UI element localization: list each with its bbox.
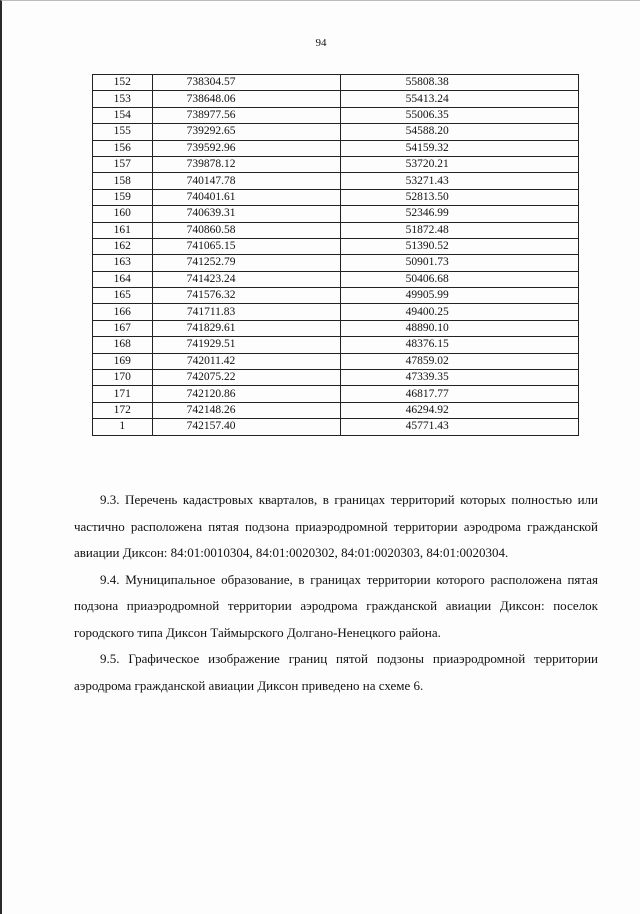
point-number-cell: 152 [93, 75, 153, 91]
x-coordinate-cell: 742075.22 [152, 370, 340, 386]
x-coordinate-cell: 739292.65 [152, 124, 340, 140]
point-number-cell: 156 [93, 140, 153, 156]
coordinates-table-body [93, 75, 579, 436]
table-row [93, 271, 579, 287]
x-coordinate-cell: 742120.86 [152, 386, 340, 402]
point-number-cell: 160 [93, 206, 153, 222]
y-coordinate-cell: 54588.20 [340, 124, 578, 140]
table-row [93, 288, 579, 304]
y-coordinate-cell: 50406.68 [340, 271, 578, 287]
point-number-cell: 158 [93, 173, 153, 189]
x-coordinate-cell: 741576.32 [152, 288, 340, 304]
point-number-cell: 165 [93, 288, 153, 304]
y-coordinate-cell: 53271.43 [340, 173, 578, 189]
table-row [93, 238, 579, 254]
x-coordinate-cell: 738648.06 [152, 91, 340, 107]
y-coordinate-cell: 46294.92 [340, 402, 578, 418]
y-coordinate-cell: 55808.38 [340, 75, 578, 91]
y-coordinate-cell: 51390.52 [340, 238, 578, 254]
point-number-cell: 167 [93, 320, 153, 336]
point-number-cell: 170 [93, 370, 153, 386]
y-coordinate-cell: 49905.99 [340, 288, 578, 304]
x-coordinate-cell: 738304.57 [152, 75, 340, 91]
x-coordinate-cell: 740639.31 [152, 206, 340, 222]
table-row [93, 353, 579, 369]
point-number-cell: 157 [93, 156, 153, 172]
table-row [93, 156, 579, 172]
point-number-cell: 168 [93, 337, 153, 353]
x-coordinate-cell: 742148.26 [152, 402, 340, 418]
x-coordinate-cell: 740860.58 [152, 222, 340, 238]
point-number-cell: 154 [93, 107, 153, 123]
x-coordinate-cell: 741929.51 [152, 337, 340, 353]
point-number-cell: 166 [93, 304, 153, 320]
y-coordinate-cell: 51872.48 [340, 222, 578, 238]
table-row [93, 419, 579, 435]
table-row [93, 206, 579, 222]
y-coordinate-cell: 48376.15 [340, 337, 578, 353]
table-row [93, 337, 579, 353]
x-coordinate-cell: 741423.24 [152, 271, 340, 287]
point-number-cell: 169 [93, 353, 153, 369]
coordinates-table [92, 74, 579, 436]
x-coordinate-cell: 741065.15 [152, 238, 340, 254]
x-coordinate-cell: 738977.56 [152, 107, 340, 123]
point-number-cell: 159 [93, 189, 153, 205]
point-number-cell: 162 [93, 238, 153, 254]
x-coordinate-cell: 740147.78 [152, 173, 340, 189]
table-row [93, 75, 579, 91]
table-row [93, 304, 579, 320]
point-number-cell: 163 [93, 255, 153, 271]
x-coordinate-cell: 742157.40 [152, 419, 340, 435]
paragraph-9-4: 9.4. Муниципальное образование, в границах территории которого расположена пятая подзона приаэродромной территории аэродрома гражданской авиации Диксон: поселок городского типа Диксон Таймырского Долгано-Ненецкого района. [74, 571, 598, 640]
y-coordinate-cell: 47859.02 [340, 353, 578, 369]
table-row [93, 140, 579, 156]
table-row [93, 386, 579, 402]
point-number-cell: 161 [93, 222, 153, 238]
x-coordinate-cell: 741711.83 [152, 304, 340, 320]
point-number-cell: 171 [93, 386, 153, 402]
point-number-cell: 164 [93, 271, 153, 287]
table-row [93, 91, 579, 107]
page-number: 94 [315, 37, 327, 49]
y-coordinate-cell: 54159.32 [340, 140, 578, 156]
y-coordinate-cell: 55413.24 [340, 91, 578, 107]
x-coordinate-cell: 742011.42 [152, 353, 340, 369]
y-coordinate-cell: 52346.99 [340, 206, 578, 222]
table-row [93, 320, 579, 336]
table-row [93, 222, 579, 238]
table-row [93, 402, 579, 418]
y-coordinate-cell: 50901.73 [340, 255, 578, 271]
point-number-cell: 172 [93, 402, 153, 418]
body-text [74, 487, 598, 699]
y-coordinate-cell: 46817.77 [340, 386, 578, 402]
y-coordinate-cell: 49400.25 [340, 304, 578, 320]
y-coordinate-cell: 47339.35 [340, 370, 578, 386]
y-coordinate-cell: 48890.10 [340, 320, 578, 336]
table-row [93, 370, 579, 386]
point-number-cell: 153 [93, 91, 153, 107]
y-coordinate-cell: 53720.21 [340, 156, 578, 172]
paragraph-9-3: 9.3. Перечень кадастровых кварталов, в границах территорий которых полностью или частично расположена пятая подзона приаэродромной территории аэродрома гражданской авиации Диксон: 84:01:0010304, 84:01:0020302, 84:01:0020303, 84:01:0020304. [74, 492, 598, 560]
y-coordinate-cell: 45771.43 [340, 419, 578, 435]
table-row [93, 255, 579, 271]
x-coordinate-cell: 739878.12 [152, 156, 340, 172]
table-row [93, 189, 579, 205]
y-coordinate-cell: 55006.35 [340, 107, 578, 123]
table-row [93, 124, 579, 140]
x-coordinate-cell: 741829.61 [152, 320, 340, 336]
table-row [93, 107, 579, 123]
y-coordinate-cell: 52813.50 [340, 189, 578, 205]
x-coordinate-cell: 741252.79 [152, 255, 340, 271]
x-coordinate-cell: 739592.96 [152, 140, 340, 156]
table-row [93, 173, 579, 189]
paragraph-9-5: 9.5. Графическое изображение границ пятой подзоны приаэродромной территории аэродрома гражданской авиации Диксон приведено на схеме 6. [74, 651, 598, 693]
point-number-cell: 155 [93, 124, 153, 140]
point-number-cell: 1 [93, 419, 153, 435]
x-coordinate-cell: 740401.61 [152, 189, 340, 205]
